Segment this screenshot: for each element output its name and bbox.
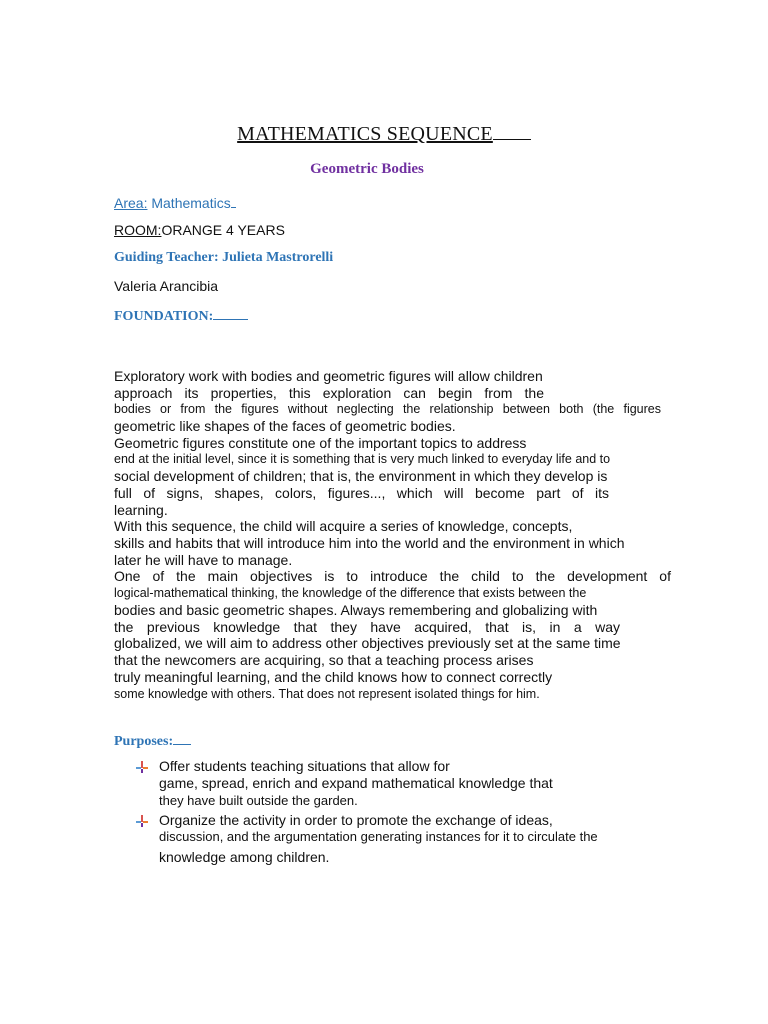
area-value: Mathematics bbox=[147, 195, 231, 211]
guiding-teacher: Guiding Teacher: Julieta Mastrorelli bbox=[114, 250, 334, 265]
document-title bbox=[0, 123, 768, 146]
foundation-line: bodies and basic geometric shapes. Always remembering and globalizing with bbox=[114, 602, 598, 618]
area-underline bbox=[231, 194, 236, 208]
foundation-line: social development of children; that is, the environment in which they develop is bbox=[114, 468, 608, 484]
foundation-heading bbox=[114, 306, 248, 325]
document-subtitle: Geometric Bodies bbox=[310, 161, 424, 177]
foundation-line: Exploratory work with bodies and geometric figures will allow children bbox=[114, 368, 543, 384]
foundation-line: the previous knowledge that they have acquired, that is, in a way bbox=[114, 619, 620, 635]
foundation-line: end at the initial level, since it is something that is very much linked to everyday life and to bbox=[114, 452, 611, 466]
foundation-line: Geometric figures constitute one of the important topics to address bbox=[114, 435, 527, 451]
room-value: ORANGE 4 YEARS bbox=[161, 222, 285, 238]
foundation-line: later he will have to manage. bbox=[114, 552, 293, 568]
foundation-line: globalized, we will aim to address other objectives previously set at the same time bbox=[114, 635, 621, 651]
arrow-bullet-icon bbox=[136, 815, 148, 827]
area-line bbox=[114, 194, 236, 211]
area-label: Area: bbox=[114, 195, 148, 211]
foundation-line: bodies or from the figures without neglecting the relationship between both (the figures bbox=[114, 402, 661, 416]
foundation-line: full of signs, shapes, colors, figures..., which will become part of its bbox=[114, 485, 609, 501]
foundation-line: approach its properties, this exploration can begin from the bbox=[114, 385, 544, 401]
title-underline bbox=[493, 123, 531, 140]
room-label: ROOM: bbox=[114, 222, 162, 238]
purposes-heading-text: Purposes: bbox=[114, 734, 174, 749]
student-name: Valeria Arancibia bbox=[114, 278, 219, 294]
purpose-line: Offer students teaching situations that allow for bbox=[159, 758, 450, 774]
arrow-bullet-icon bbox=[136, 761, 148, 773]
foundation-line: some knowledge with others. That does not represent isolated things for him. bbox=[114, 687, 540, 701]
foundation-line: truly meaningful learning, and the child knows how to connect correctly bbox=[114, 669, 553, 685]
purposes-heading bbox=[114, 731, 191, 750]
purpose-line: knowledge among children. bbox=[159, 849, 330, 865]
purposes-underline bbox=[173, 731, 191, 745]
purpose-line: discussion, and the argumentation generating instances for it to circulate the bbox=[159, 829, 598, 844]
room-line bbox=[114, 222, 285, 238]
purpose-line: game, spread, enrich and expand mathematical knowledge that bbox=[159, 775, 553, 791]
purpose-line: Organize the activity in order to promote the exchange of ideas, bbox=[159, 812, 553, 828]
purpose-line: they have built outside the garden. bbox=[159, 793, 358, 808]
foundation-line: With this sequence, the child will acquire a series of knowledge, concepts, bbox=[114, 518, 573, 534]
foundation-line: skills and habits that will introduce him into the world and the environment in which bbox=[114, 535, 625, 551]
foundation-line: One of the main objectives is to introduce the child to the development of bbox=[114, 568, 671, 584]
foundation-line: learning. bbox=[114, 502, 168, 518]
foundation-line: geometric like shapes of the faces of geometric bodies. bbox=[114, 418, 456, 434]
foundation-line: logical-mathematical thinking, the knowledge of the difference that exists between the bbox=[114, 586, 587, 600]
title-text: MATHEMATICS SEQUENCE bbox=[237, 123, 493, 145]
foundation-heading-text: FOUNDATION: bbox=[114, 309, 214, 324]
foundation-underline bbox=[213, 306, 248, 320]
foundation-line: that the newcomers are acquiring, so that a teaching process arises bbox=[114, 652, 534, 668]
